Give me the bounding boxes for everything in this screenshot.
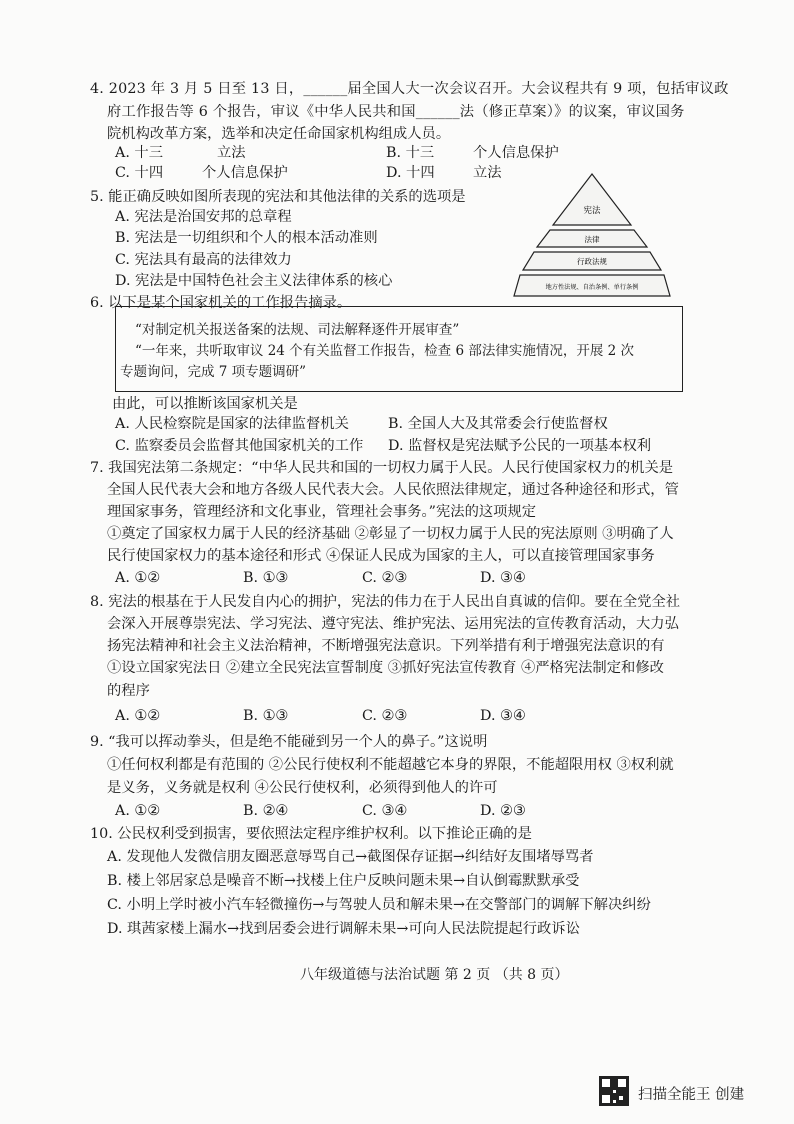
q6-stem: 6. 以下是某个国家机关的工作报告摘录。	[90, 295, 352, 311]
q7-option-d[interactable]: D. ③④	[480, 570, 526, 586]
q4-option-a-label: A. 十三	[115, 145, 164, 161]
q4-option-c[interactable]	[115, 163, 288, 183]
q10-option-d[interactable]: D. 琪茜家楼上漏水→找到居委会进行调解未果→可向人民法院提起行政诉讼	[107, 921, 580, 937]
law-hierarchy-pyramid	[513, 172, 671, 304]
pyramid-label-2: 法律	[584, 235, 600, 244]
q7-line3: 理国家事务，管理经济和文化事业，管理社会事务。”宪法的这项规定	[107, 504, 537, 520]
q4-option-d[interactable]	[386, 163, 502, 183]
q5-option-a[interactable]: A. 宪法是治国安邦的总章程	[115, 209, 292, 225]
q4-line2: 府工作报告等 6 个报告，审议《中华人民共和国______法（修正草案）》的议案，审议国务	[107, 104, 685, 120]
q4-option-d-label: D. 十四	[386, 165, 435, 181]
q9-option-c[interactable]: C. ③④	[362, 803, 408, 819]
q6-excerpt-line3: 专题询问，完成 7 项专题调研”	[120, 364, 307, 380]
q7-line4: ①奠定了国家权力属于人民的经济基础 ②彰显了一切权力属于人民的宪法原则 ③明确了人	[107, 526, 674, 542]
pyramid-label-4: 地方性法规、自治条例、单行条例	[545, 284, 639, 291]
q9-line3: 是义务，义务就是权利 ④公民行使权利，必须得到他人的许可	[107, 780, 498, 796]
q8-option-b[interactable]: B. ①③	[243, 708, 289, 724]
q8-line2: 会深入开展尊崇宪法、学习宪法、遵守宪法、维护宪法、运用宪法的宣传教育活动，大力弘	[107, 616, 679, 632]
q7-line1: 7. 我国宪法第二条规定：“中华人民共和国的一切权力属于人民。人民行使国家权力的机关是	[90, 460, 674, 476]
qr-code-icon	[599, 1076, 629, 1106]
q4-option-d-text: 立法	[473, 165, 502, 181]
q10-stem: 10. 公民权利受到损害，要依照法定程序维护权利。以下推论正确的是	[90, 826, 532, 842]
q9-line2: ①任何权利都是有范围的 ②公民行使权利不能超越它本身的界限，不能超限用权 ③权利就	[107, 757, 674, 773]
q5-option-b[interactable]: B. 宪法是一切组织和个人的根本活动准则	[115, 230, 378, 246]
q7-line5: 民行使国家权力的基本途径和形式 ④保证人民成为国家的主人，可以直接管理国家事务	[107, 548, 655, 564]
q8-option-d[interactable]: D. ③④	[480, 708, 526, 724]
q9-line1: 9. “我可以挥动拳头，但是绝不能碰到另一个人的鼻子。”这说明	[90, 734, 488, 750]
q9-option-a[interactable]: A. ①②	[115, 803, 161, 819]
q4-option-c-text: 个人信息保护	[202, 165, 288, 181]
q6-option-b[interactable]: B. 全国人大及其常委会行使监督权	[388, 416, 608, 432]
q6-option-d[interactable]: D. 监督权是宪法赋予公民的一项基本权利	[388, 438, 652, 454]
q4-line3: 院机构改革方案，选举和决定任命国家机构组成人员。	[107, 126, 451, 142]
pyramid-label-3: 行政法规	[577, 257, 607, 266]
q6-option-a[interactable]: A. 人民检察院是国家的法律监督机关	[115, 416, 349, 432]
q4-option-a-text: 立法	[217, 145, 246, 161]
q5-option-d[interactable]: D. 宪法是中国特色社会主义法律体系的核心	[115, 273, 393, 289]
q7-option-b[interactable]: B. ①③	[243, 570, 289, 586]
q10-option-c[interactable]: C. 小明上学时被小汽车轻微撞伤→与驾驶人员和解未果→在交警部门的调解下解决纠纷	[107, 897, 651, 913]
q8-line1: 8. 宪法的根基在于人民发自内心的拥护，宪法的伟力在于人民出自真诚的信仰。要在全党全社	[90, 594, 681, 610]
pyramid-label-1: 宪法	[583, 206, 601, 216]
q6-excerpt-line1: “对制定机关报送备案的法规、司法解释逐件开展审查”	[135, 322, 460, 338]
q4-option-b-text: 个人信息保护	[473, 145, 559, 161]
q8-line3: 扬宪法精神和社会主义法治精神，不断增强宪法意识。下列举措有利于增强宪法意识的有	[107, 638, 665, 654]
q6-option-c[interactable]: C. 监察委员会监督其他国家机关的工作	[115, 438, 364, 454]
q10-option-b[interactable]: B. 楼上邻居家总是噪音不断→找楼上住户反映问题未果→自认倒霉默默承受	[107, 873, 580, 889]
q4-option-b-label: B. 十三	[386, 145, 435, 161]
q6-infer: 由此，可以推断该国家机关是	[112, 396, 298, 412]
scanner-watermark: 扫描全能王 创建	[638, 1087, 745, 1103]
page-footer: 八年级道德与法治试题 第 2 页 （共 8 页）	[300, 967, 569, 983]
q6-excerpt-line2: “一年来，共听取审议 24 个有关监督工作报告，检查 6 部法律实施情况，开展 2 次	[135, 343, 635, 359]
q8-option-a[interactable]: A. ①②	[115, 708, 161, 724]
pyramid-tier-constitution	[553, 174, 631, 225]
q4-option-a[interactable]	[115, 143, 246, 163]
q7-option-c[interactable]: C. ②③	[362, 570, 408, 586]
q10-option-a[interactable]: A. 发现他人发微信朋友圈恶意辱骂自己→截图保存证据→纠结好友围堵辱骂者	[107, 849, 594, 865]
q7-line2: 全国人民代表大会和地方各级人民代表大会。人民依照法律规定，通过各种途径和形式，管	[107, 482, 679, 498]
q9-option-b[interactable]: B. ②④	[243, 803, 289, 819]
q8-option-c[interactable]: C. ②③	[362, 708, 408, 724]
q4-option-b[interactable]	[386, 143, 559, 163]
q5-option-c[interactable]: C. 宪法具有最高的法律效力	[115, 252, 292, 268]
q4-option-c-label: C. 十四	[115, 165, 164, 181]
q9-option-d[interactable]: D. ②③	[480, 803, 526, 819]
q5-stem: 5. 能正确反映如图所表现的宪法和其他法律的关系的选项是	[90, 189, 466, 205]
q4-line1: 4. 2023 年 3 月 5 日至 13 日，______届全国人大一次会议召开。大会议程共有 9 项，包括审议政	[90, 81, 729, 97]
q8-line5: 的程序	[107, 683, 150, 699]
q7-option-a[interactable]: A. ①②	[115, 570, 161, 586]
q8-line4: ①设立国家宪法日 ②建立全民宪法宣誓制度 ③抓好宪法宣传教育 ④严格宪法制定和修改	[107, 660, 664, 676]
